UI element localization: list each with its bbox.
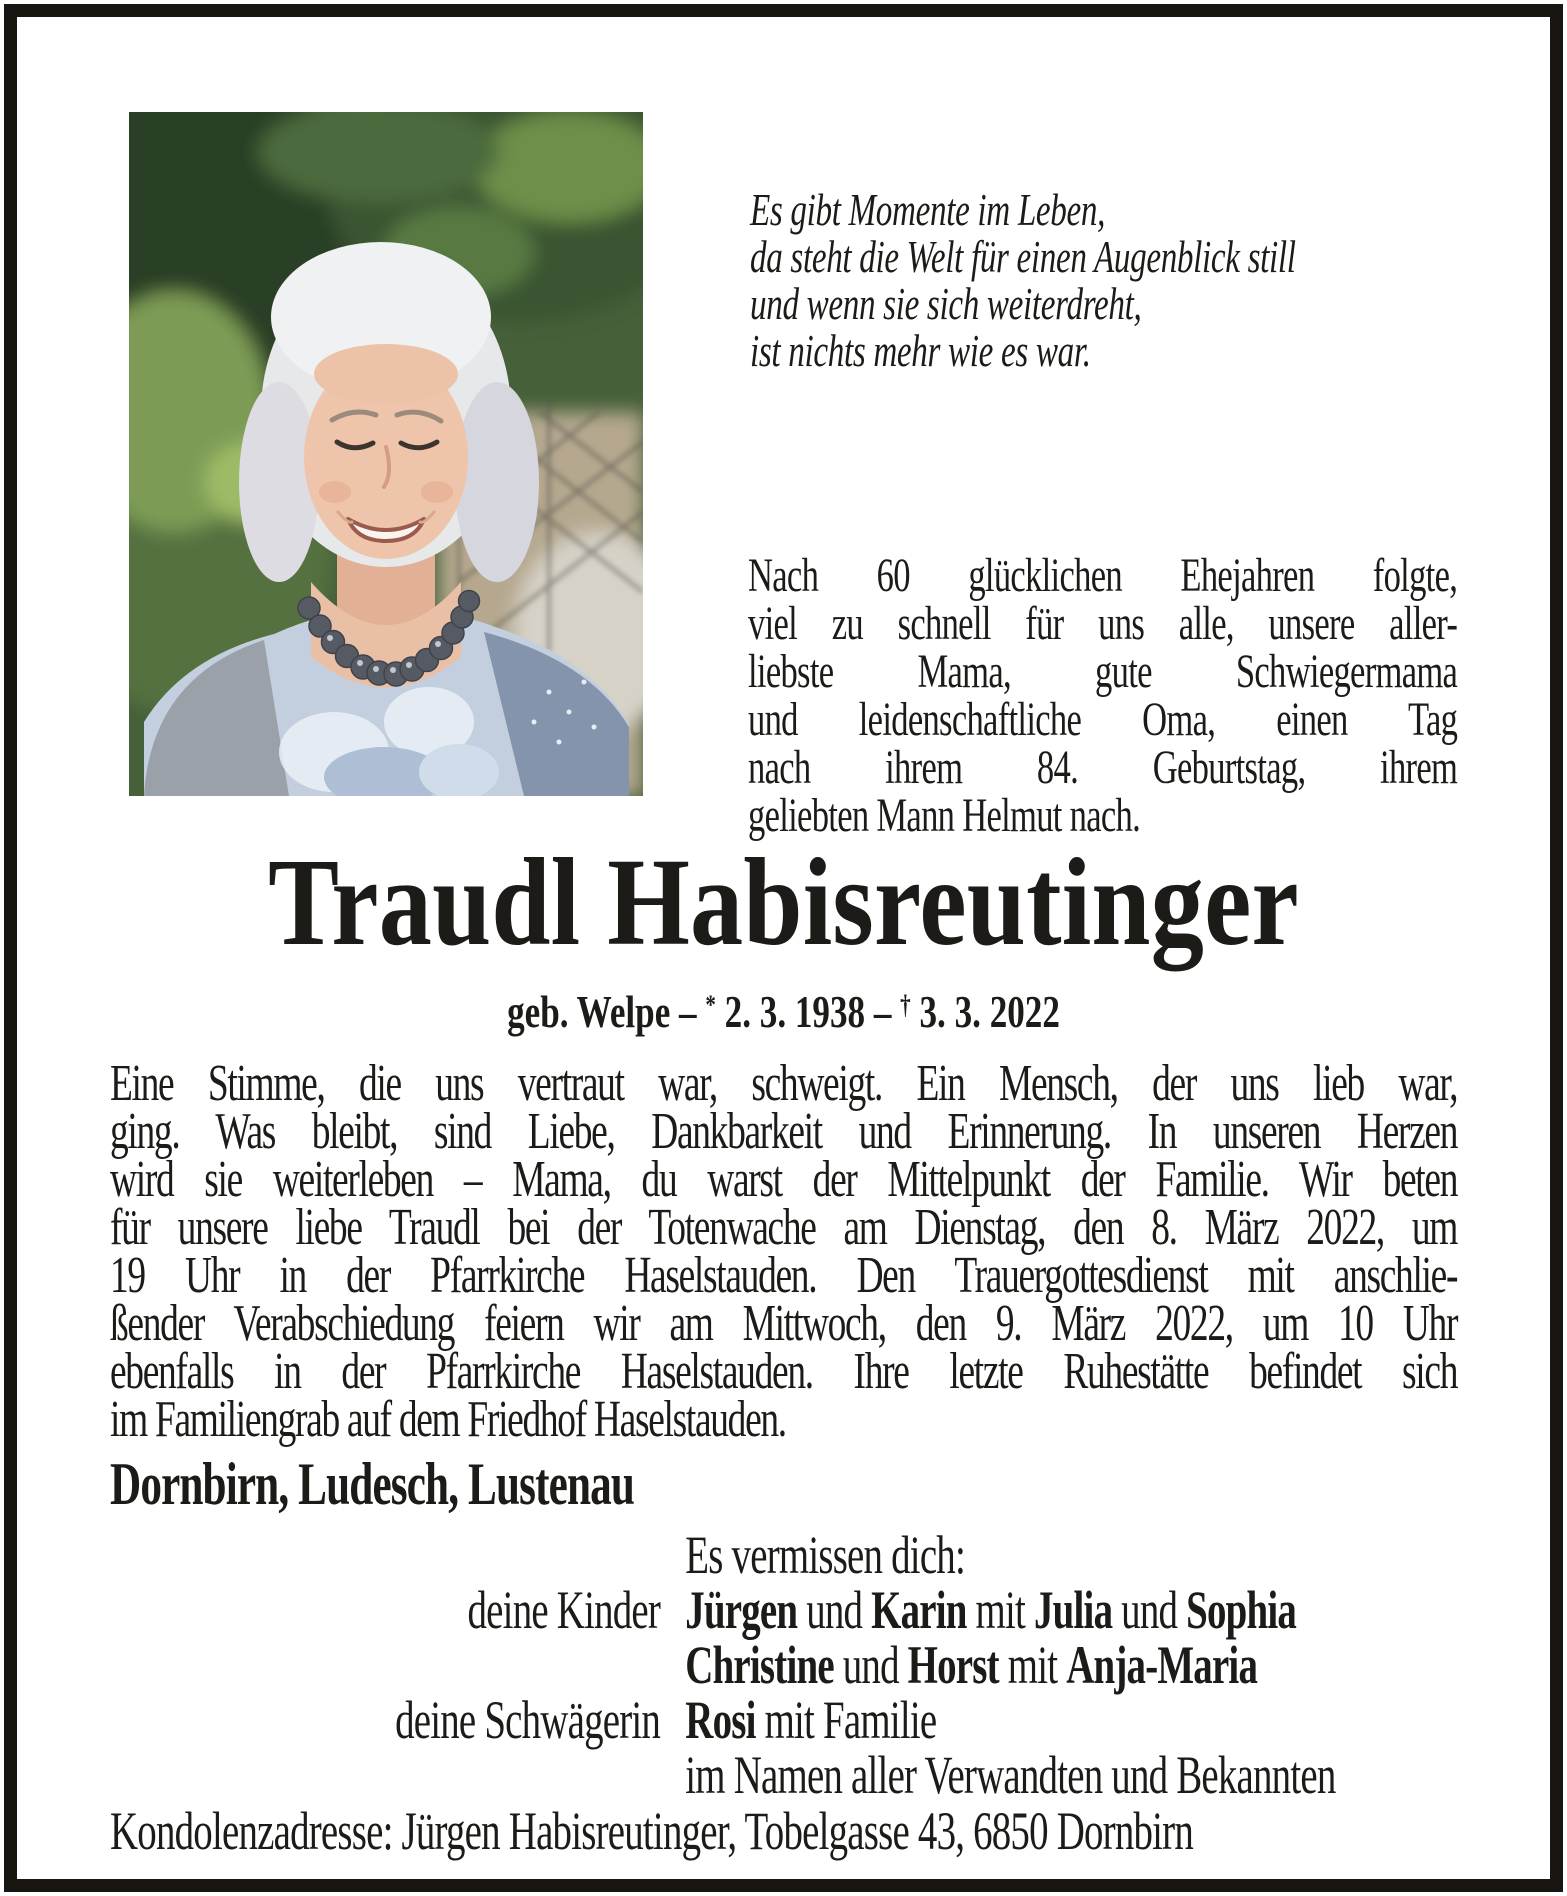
deceased-name: Traudl Habisreutinger — [268, 834, 1299, 972]
memorial-quote — [750, 186, 1463, 374]
mourners-closing: im Namen aller Verwandten und Bekannten — [685, 1745, 1336, 1805]
mourners-section — [110, 1525, 1457, 1805]
mourners-row-children-1 — [110, 1580, 1457, 1640]
announcement-paragraph — [110, 1055, 1458, 1448]
mourner-name: Rosi — [685, 1690, 756, 1750]
condolence-address: Kondolenzadresse: Jürgen Habisreutinger, Tobelgasse 43, 6850 Dornbirn — [110, 1801, 1194, 1861]
birth-star-symbol: * — [705, 989, 716, 1020]
death-date: 3. 3. 2022 — [910, 987, 1060, 1037]
quote-line: ist nichts mehr wie es war. — [750, 325, 1091, 376]
birth-death-line — [0, 986, 1567, 1038]
name-joiner: mit — [998, 1635, 1067, 1695]
announcement-line: 19 Uhr in der Pfarrkirche Haselstauden. Den Trauergottesdienst mit anschlie- — [110, 1247, 1458, 1304]
intro-line: und leidenschaftliche Oma, einen Tag — [748, 693, 1458, 746]
name-joiner: mit — [966, 1580, 1035, 1640]
children-names-line-2 — [685, 1635, 1457, 1695]
intro-paragraph — [748, 549, 1458, 842]
mourner-name: Christine — [685, 1635, 834, 1695]
announcement-line: Eine Stimme, die uns vertraut war, schweigt. Ein Mensch, der uns lieb war, — [110, 1055, 1458, 1112]
mourner-name: Horst — [907, 1635, 999, 1695]
mourners-closing-row — [110, 1745, 1457, 1805]
intro-line: liebste Mama, gute Schwiegermama — [748, 645, 1458, 698]
announcement-line: für unsere liebe Traudl bei der Totenwache am Dienstag, den 8. März 2022, um — [110, 1199, 1458, 1256]
mourners-label-spacer — [110, 1528, 660, 1583]
announcement-line: im Familiengrab auf dem Friedhof Haselstauden. — [110, 1391, 786, 1448]
quote-line: da steht die Welt für einen Augenblick still — [750, 231, 1296, 282]
children-label: deine Kinder — [467, 1580, 661, 1640]
portrait-illustration — [129, 112, 643, 796]
quote-line: Es gibt Momente im Leben, — [750, 184, 1106, 235]
closing-label-spacer — [110, 1748, 660, 1803]
cities-line: Dornbirn, Ludesch, Lustenau — [110, 1451, 635, 1517]
name-joiner: mit Familie — [755, 1690, 937, 1750]
intro-line: viel zu schnell für uns alle, unsere aller- — [748, 597, 1458, 650]
announcement-line: ging. Was bleibt, sind Liebe, Dankbarkeit und Erinnerung. In unseren Herzen — [110, 1103, 1458, 1160]
mourner-name: Julia — [1034, 1580, 1113, 1640]
children-label-spacer — [110, 1638, 660, 1693]
sister-in-law-label: deine Schwägerin — [395, 1690, 661, 1750]
announcement-line: wird sie weiterleben – Mama, du warst der Mittelpunkt der Familie. Wir beten — [110, 1151, 1458, 1208]
mourner-name: Karin — [871, 1580, 967, 1640]
sister-in-law-line — [685, 1690, 1457, 1750]
quote-line: und wenn sie sich weiterdreht, — [750, 278, 1142, 329]
death-cross-symbol: † — [900, 989, 911, 1020]
mourners-heading-row — [110, 1525, 1457, 1585]
mourner-name: Sophia — [1186, 1580, 1297, 1640]
mourner-name: Anja-Maria — [1066, 1635, 1258, 1695]
announcement-line: ßender Verabschiedung feiern wir am Mittwoch, den 9. März 2022, um 10 Uhr — [110, 1295, 1458, 1352]
maiden-name: geb. Welpe – — [507, 987, 706, 1037]
intro-line: nach ihrem 84. Geburtstag, ihrem — [748, 741, 1458, 794]
mourners-heading: Es vermissen dich: — [685, 1525, 966, 1585]
mourners-row-sister-in-law — [110, 1690, 1457, 1750]
name-joiner: und — [797, 1580, 872, 1640]
announcement-line: ebenfalls in der Pfarrkirche Haselstauden. Ihre letzte Ruhestätte befindet sich — [110, 1343, 1458, 1400]
name-joiner: und — [1112, 1580, 1187, 1640]
portrait-photo — [129, 112, 643, 796]
birth-date: 2. 3. 1938 — [715, 987, 866, 1037]
name-joiner: und — [833, 1635, 908, 1695]
intro-line: Nach 60 glücklichen Ehejahren folgte, — [748, 549, 1458, 602]
intro-line: geliebten Mann Helmut nach. — [748, 789, 1141, 842]
children-names-line-1 — [685, 1580, 1457, 1640]
mourner-name: Jürgen — [685, 1580, 798, 1640]
mourners-row-children-2 — [110, 1635, 1457, 1695]
dash-separator: – — [865, 987, 901, 1037]
